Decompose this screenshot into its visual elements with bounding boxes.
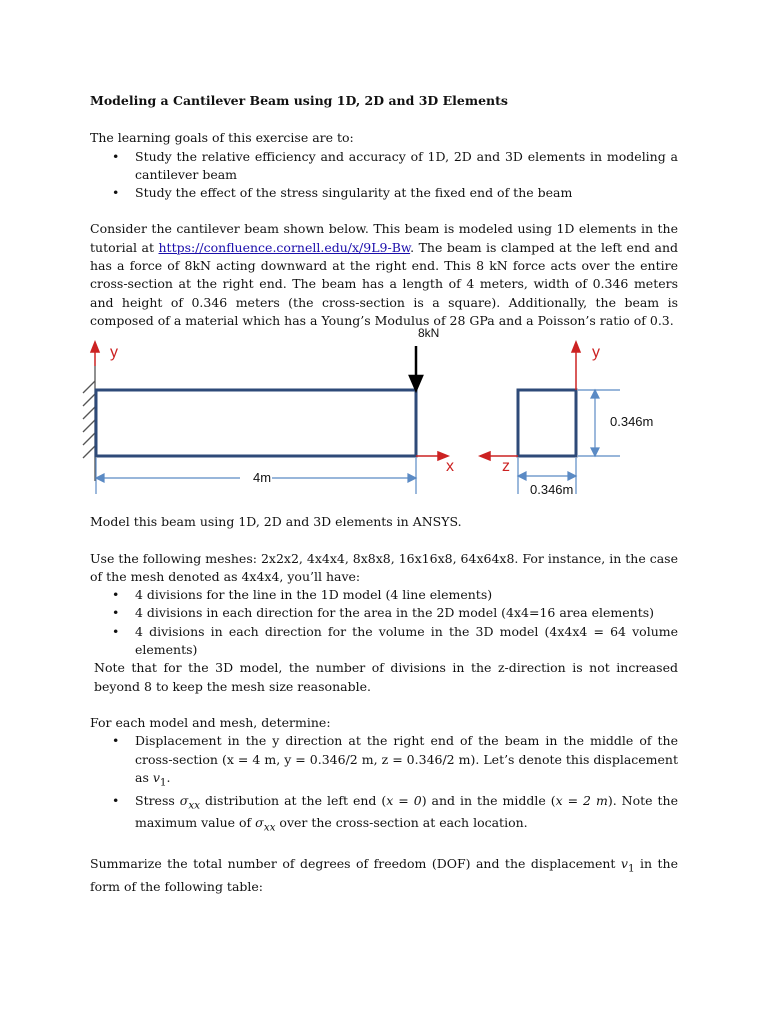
height-label: 0.346m (610, 414, 654, 430)
bullet-icon: • (112, 185, 120, 201)
model-line: Model this beam using 1D, 2D and 3D elements in ANSYS. (90, 514, 462, 530)
bullet-icon: • (112, 623, 120, 639)
mesh-list (90, 586, 678, 659)
bullet-icon: • (112, 733, 120, 749)
list-item: • 4 divisions in each direction for the volume in the 3D model (4x4x4 = 64 volume elements) (112, 623, 678, 658)
document-page (90, 92, 678, 896)
determine-intro: For each model and mesh, determine: (90, 714, 331, 730)
goals-list (90, 148, 678, 203)
fixed-support-hatch (83, 366, 95, 481)
list-item: • Study the effect of the stress singularity at the fixed end of the beam (90, 184, 678, 202)
beam-figure (90, 326, 678, 501)
page-title: Modeling a Cantilever Beam using 1D, 2D and 3D Elements (90, 93, 508, 108)
list-item: • 4 divisions for the line in the 1D model (4 line elements) (90, 586, 678, 604)
force-label: 8kN (418, 326, 440, 341)
bullet-icon: • (112, 605, 120, 621)
force-arrow (410, 346, 422, 390)
x-label: x (446, 458, 454, 476)
cross-section-rect (518, 390, 576, 456)
beam-diagram (80, 336, 680, 501)
bullet-icon: • (112, 148, 120, 164)
list-item: • 4 divisions in each direction for the area in the 2D model (4x4=16 area elements) (90, 604, 678, 622)
meshes-intro: Use the following meshes: 2x2x2, 4x4x4, 8x8x8, 16x16x8, 64x64x8. For instance, in the case of the mesh denoted as 4x4x4, you’ll have: (90, 550, 678, 584)
y-label-right: y (592, 344, 600, 362)
bullet-icon: • (112, 587, 120, 603)
mesh-note: Note that for the 3D model, the number of divisions in the z-direction is not increased beyond 8 to keep the mesh size reasonable. (94, 660, 678, 694)
list-item: • Stress $\sigma_{xx}$ distribution at the left end (x = 0) and in the middle (x = 2 m). Note the maximum value of $\sigma_{xx}$ over the cross-section at each location. (112, 792, 678, 834)
x-axis (416, 452, 448, 460)
y-axis-left (91, 342, 99, 366)
width-label: 0.346m (530, 482, 574, 498)
summary-paragraph: Summarize the total number of degrees of freedom (DOF) and the displacement $v_1$ in the form of the following table: (90, 856, 678, 895)
y-axis-right (572, 342, 580, 390)
tutorial-link[interactable]: https://confluence.cornell.edu/x/9L9-Bw (158, 239, 411, 255)
consider-paragraph: Consider the cantilever beam shown below. This beam is modeled using 1D elements in the tutorial at https://confluence.cornell.edu/x/9L9-Bw. The beam is clamped at the left end and has a force of 8kN acting downward at the right end. This 8 kN force acts over the entire cross-section at the right end. The beam has a length of 4 meters, width of 0.346 meters and height of 0.346 meters (the cross-section is a square). Additionally, the beam is composed of a material which has a Young’s Modulus of 28 GPa and a Poisson’s ratio of 0.3. (90, 221, 678, 328)
z-label: z (502, 458, 510, 476)
bullet-icon: • (112, 792, 120, 808)
beam-rect (96, 390, 416, 456)
determine-list (90, 732, 678, 837)
goals-intro: The learning goals of this exercise are to: (90, 130, 354, 146)
list-item: • Displacement in the y direction at the right end of the beam in the middle of the cross-section (x = 4 m, y = 0.346/2 m, z = 0.346/2 m). Let’s denote this displacement as $v_1$. (112, 733, 678, 789)
z-axis (480, 452, 518, 460)
list-item: • Study the relative efficiency and accuracy of 1D, 2D and 3D elements in modeling a cantilever beam (112, 148, 678, 182)
y-label-left: y (110, 344, 118, 362)
length-label: 4m (253, 470, 272, 486)
